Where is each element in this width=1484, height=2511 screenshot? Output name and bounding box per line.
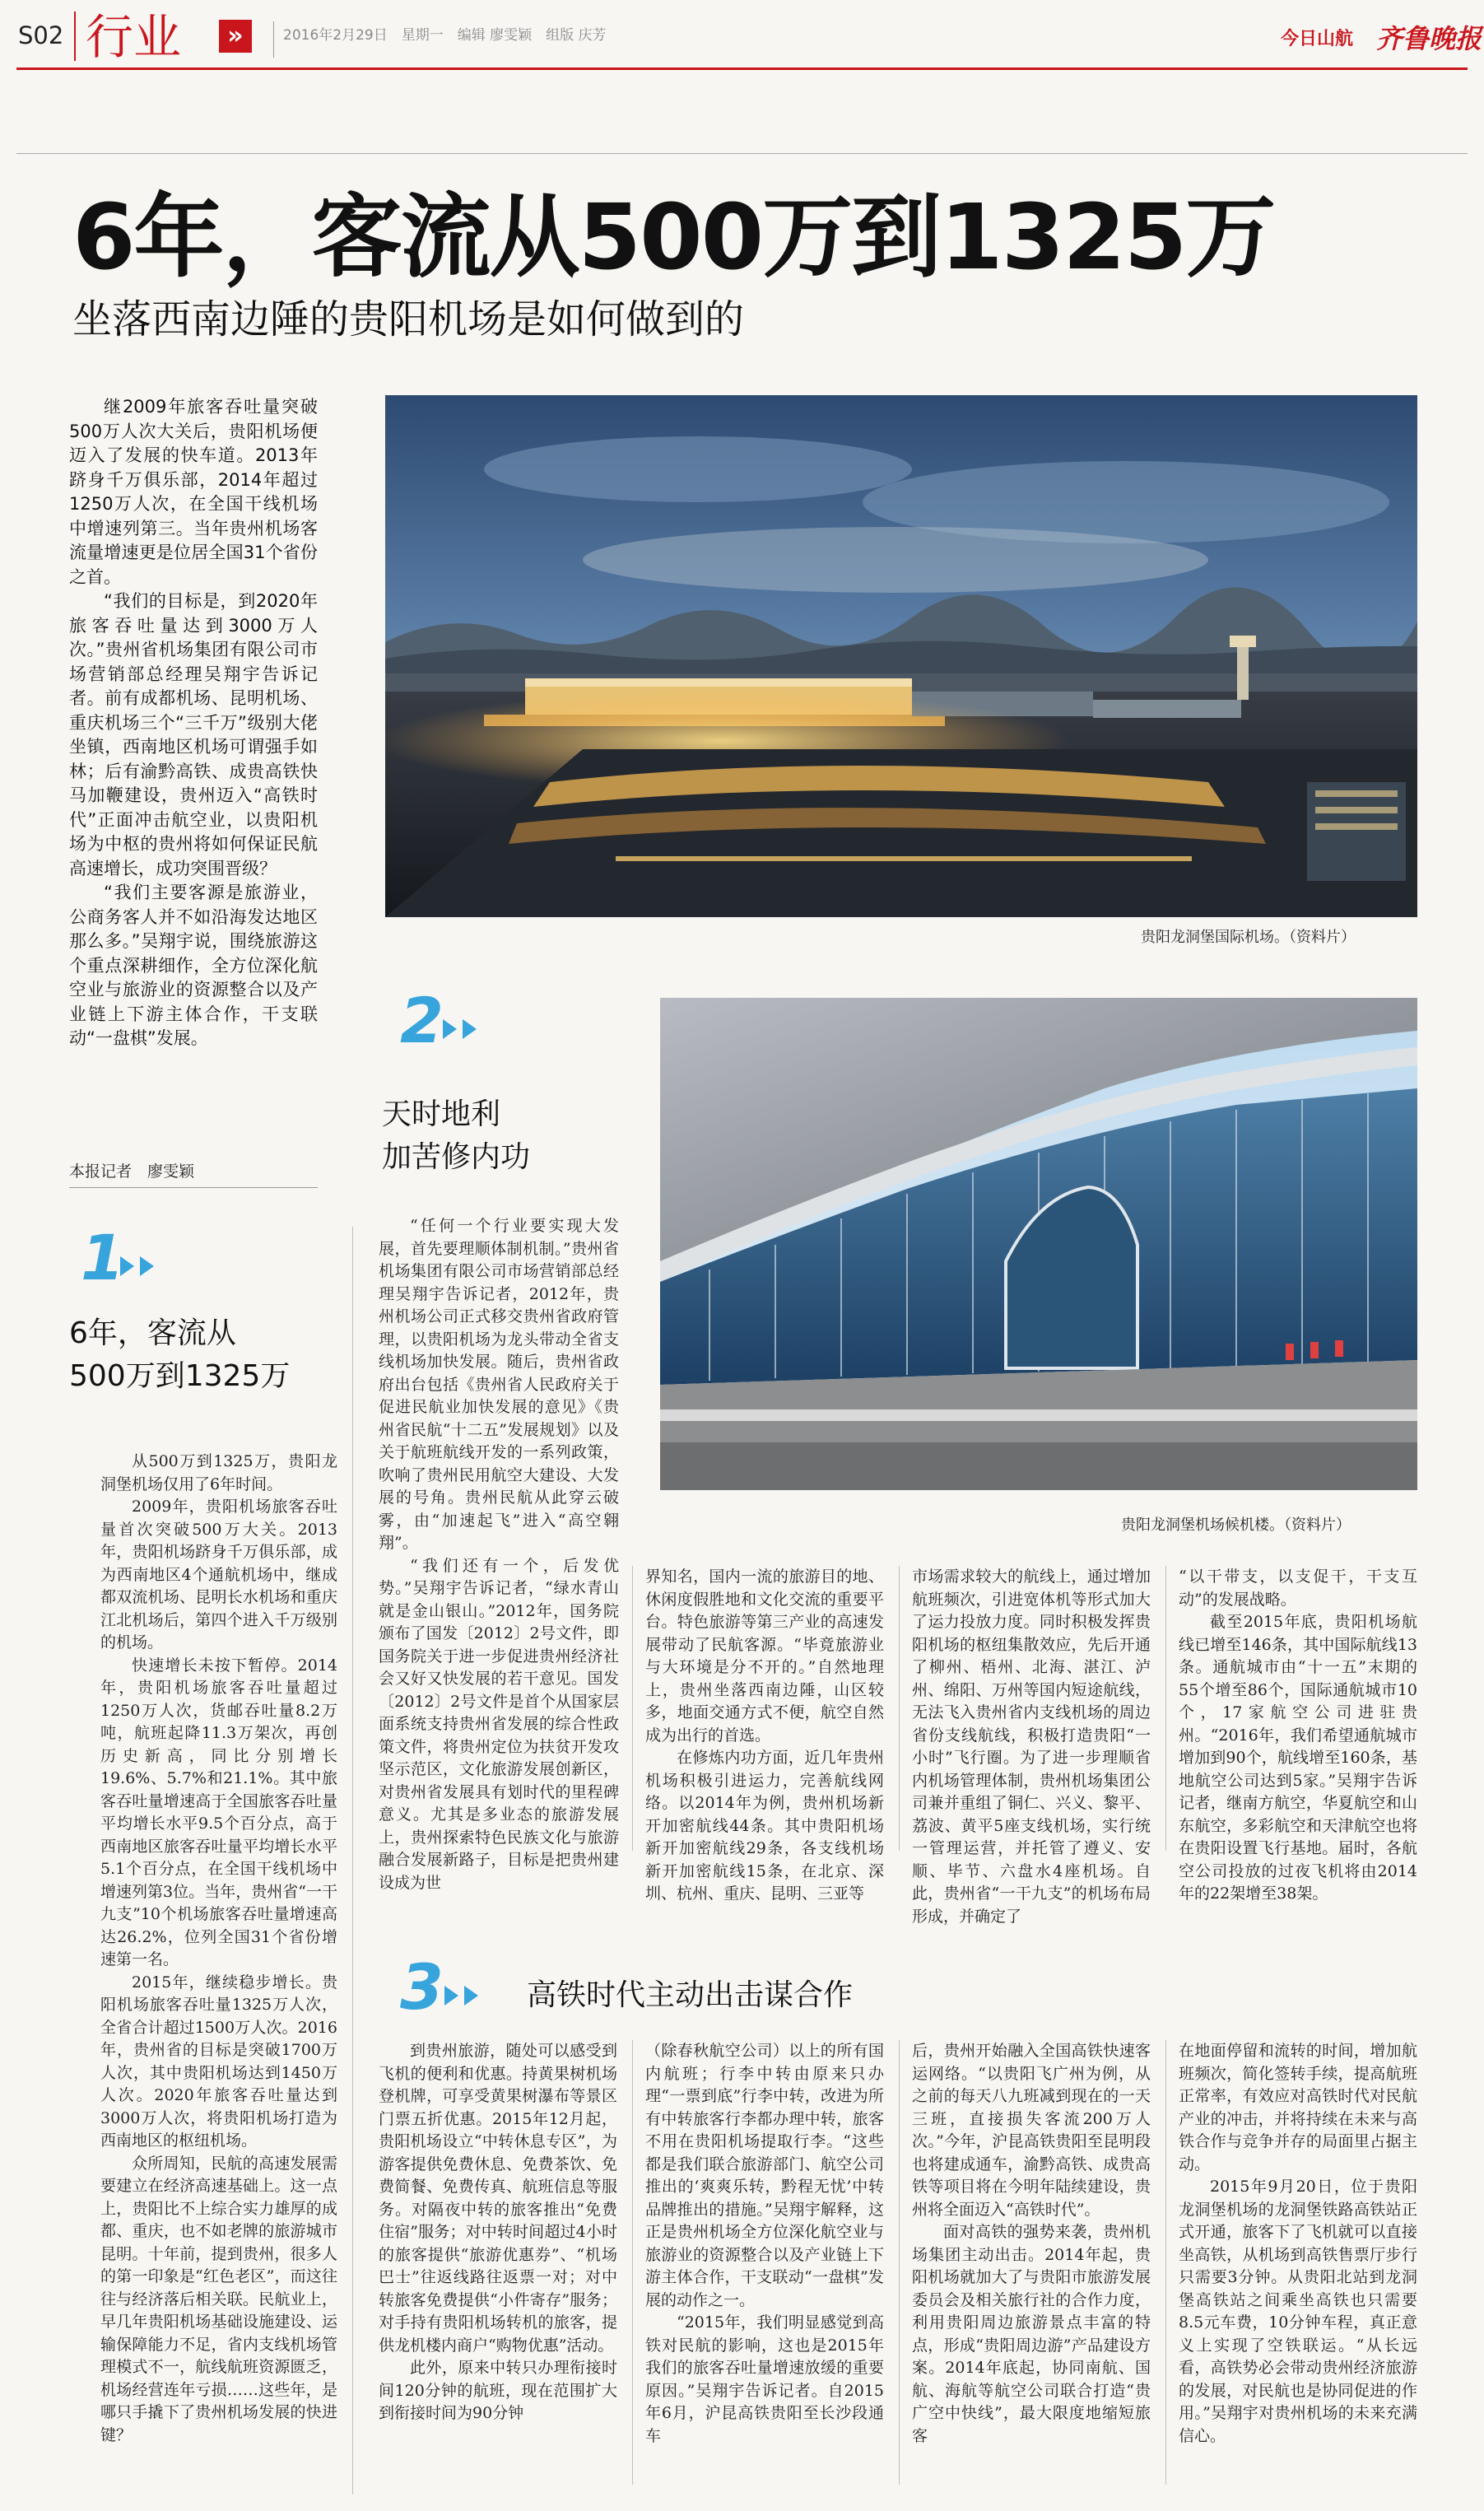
column-rule xyxy=(352,1227,353,2495)
section2-col-c xyxy=(912,1566,1151,1928)
section2-arrow-icon xyxy=(463,1019,477,1039)
reporter-byline: 本报记者 廖雯颖 xyxy=(69,1162,195,1181)
section2-col-a xyxy=(379,1215,619,1894)
terminal-illustration xyxy=(660,998,1417,1490)
lead-article xyxy=(69,395,318,1051)
column-rule xyxy=(632,2040,633,2485)
section3-title: 高铁时代主动出击谋合作 xyxy=(527,1978,854,2012)
photo1-caption: 贵阳龙洞堡国际机场。（资料片） xyxy=(1141,929,1356,946)
section1-paragraph: 众所周知，民航的高速发展需要建立在经济高速基础上。这一点上，贵阳比不上综合实力雄厚的成都、重庆，也不如老牌的旅游城市昆明。十年前，提到贵州，很多人的第一印象是“红色老区”，而这往往与经济落后相关联。民航业上，早几年贵阳机场基础设施建设、运输保障能力不足，省内支线机场管理模式不一，航线航班资源匮乏，机场经营连年亏损……这些年，是哪只手撬下了贵州机场发展的快进键？ xyxy=(100,2154,337,2444)
paper-logo: 齐鲁晚报 xyxy=(1376,23,1482,54)
masthead-divider xyxy=(273,21,274,58)
section-name: 行业 xyxy=(86,9,182,65)
section1-paragraph: 快速增长未按下暂停。2014年，贵阳机场旅客吞吐量超过1250万人次，货邮吞吐量8.2万吨，航班起降11.3万架次，再创历史新高，同比分别增长19.6%、5.7%和21.1%。其中旅客吞吐量增速高于全国旅客吞吐量平均增长水平9.5个百分点，高于西南地区旅客吞吐量平均增长水平5.1个百分点，在全国干线机场中增速列第3位。当年，贵州省“一干九支”10个机场旅客吞吐量增速高达26.2%，位列全国31个省份增速第一名。 xyxy=(100,1656,337,1968)
byline-rule xyxy=(69,1187,318,1188)
section2-number: 2 xyxy=(400,984,444,1057)
column-rule xyxy=(899,2040,900,2485)
column-rule xyxy=(1165,1566,1166,1851)
section3-paragraph: 在地面停留和流转的时间，增加航班频次，简化签转手续，提高航班正常率，有效应对高铁时代对民航产业的冲击，并将持续在未来与高铁合作与竞争并存的局面里占据主动。 xyxy=(1179,2042,1417,2173)
section1-article xyxy=(100,1451,337,2447)
section3-col-a xyxy=(379,2040,617,2425)
section1-number: 1 xyxy=(81,1221,124,1294)
section1-title-line: 6年，客流从 xyxy=(69,1316,236,1350)
photo2-caption: 贵阳龙洞堡机场候机楼。（资料片） xyxy=(1121,1516,1351,1534)
section1-title xyxy=(69,1312,290,1398)
section1-arrow-icon xyxy=(120,1256,134,1276)
section2-title-line: 天时地利 xyxy=(382,1097,501,1131)
header-rule xyxy=(16,153,1468,154)
section3-arrow-icon xyxy=(444,1986,458,2006)
section3-paragraph: （除春秋航空公司）以上的所有国内航班；行李中转由原来只办理“一票到底”行李中转，改进为所有中转旅客行李都办理中转，旅客不用在贵阳机场提取行李。“这些都是我们联合旅游部门、航空公司推出的‘爽爽乐转，黔程无忧’中转品牌推出的措施。”吴翔宇解释，这正是贵州机场全方位深化航空业与旅游业的资源整合以及产业链上下游主体合作，干支联动“一盘棋”发展的动作之一。 xyxy=(645,2042,884,2309)
section3-paragraph: 2015年9月20日，位于贵阳龙洞堡机场的龙洞堡铁路高铁站正式开通，旅客下了飞机就可以直接坐高铁，从机场到高铁售票厅步行只需要3分钟。从贵阳北站到龙洞堡高铁站之间乘坐高铁也只需要8.5元车费，10分钟车程，真正意义上实现了空铁联运。“从长远看，高铁势必会带动贵州经济旅游的发展，对民航也是协同促进的作用。”吴翔宇对贵州机场的未来充满信心。 xyxy=(1179,2178,1417,2445)
masthead xyxy=(0,0,1484,82)
section3-arrow-icon xyxy=(464,1986,478,2006)
section2-arrow-icon xyxy=(443,1019,457,1039)
column-rule xyxy=(632,1566,633,1851)
section2-paragraph: “任何一个行业要实现大发展，首先要理顺体制机制。”贵州省机场集团有限公司市场营销部总经理吴翔宇告诉记者，2012年，贵州机场公司正式移交贵州省政府管理，以贵阳机场为龙头带动全省支线机场加快发展。随后，贵州省政府出台包括《贵州省人民政府关于促进民航业加快发展的意见》《贵州省民航“十二五”发展规划》以及关于航班航线开发的一系列政策，吹响了贵州民用航空大建设、大发展的号角。贵州民航从此穿云破雾，由“加速起飞”进入“高空翱翔”。 xyxy=(379,1217,619,1552)
section2-paragraph: 市场需求较大的航线上，通过增加航班频次，引进宽体机等形式加大了运力投放力度。同时积极发挥贵阳机场的枢纽集散效应，先后开通了柳州、梧州、北海、湛江、泸州、绵阳、万州等国内短途航线，无法飞入贵州省内支线机场的周边省份支线航线，积极打造贵阳“一小时”飞行圈。为了进一步理顺省内机场管理体制，贵州机场集团公司兼并重组了铜仁、兴义、黎平、荔波、黄平5座支线机场，实行统一管理运营，并托管了遵义、安顺、毕节、六盘水4座机场。自此，贵州省“一干九支”的机场布局形成，并确定了 xyxy=(912,1568,1151,1926)
section2-paragraph: 截至2015年底，贵阳机场航线已增至146条，其中国际航线13条。通航城市由“十一五”末期的55个增至86个，国际通航城市10个，17家航空公司进驻贵州。“2016年，我们希望通航城市增加到90个，航线增至160条，基地航空公司达到5家。”吴翔宇告诉记者，继南方航空，华夏航空和山东航空，多彩航空和天津航空也将在贵阳设置飞行基地。届时，各航空公司投放的过夜飞机将由2014年的22架增至38架。 xyxy=(1179,1613,1417,1903)
subheadline: 坐落西南边陲的贵阳机场是如何做到的 xyxy=(72,296,745,342)
section3-paragraph: 此外，原来中转只办理衔接时间120分钟的航班，现在范围扩大到衔接时间为90分钟 xyxy=(379,2359,617,2422)
section2-title-line: 加苦修内功 xyxy=(382,1140,531,1174)
issue-meta: 2016年2月29日 星期一 编辑 廖雯颖 组版 庆芳 xyxy=(283,27,607,44)
section3-paragraph: 后，贵州开始融入全国高铁快速客运网络。“以贵阳飞广州为例，从之前的每天八九班减到现在的一天三班，直接损失客流200万人次。”今年，沪昆高铁贵阳至昆明段也将建成通车，渝黔高铁、成贵高铁等项目将在今明年陆续建设，贵州将全面迈入“高铁时代”。 xyxy=(912,2042,1151,2219)
section2-col-b xyxy=(645,1566,884,1906)
section3-paragraph: 面对高铁的强势来袭，贵州机场集团主动出击。2014年起，贵阳机场就加大了与贵阳市旅游发展委员会及相关旅行社的合作力度，利用贵阳周边旅游景点丰富的特点，形成“贵阳周边游”产品建设方案。2014年底起，协同南航、国航、海航等航空公司联合打造“贵广空中快线”，最大限度地缩短旅客 xyxy=(912,2223,1151,2445)
section3-paragraph: “2015年，我们明显感觉到高铁对民航的影响，这也是2015年我们的旅客吞吐量增速放缓的重要原因。”吴翔宇告诉记者。自2015年6月，沪昆高铁贵阳至长沙段通车 xyxy=(645,2313,884,2445)
section2-title xyxy=(382,1093,530,1179)
section3-col-c xyxy=(912,2040,1151,2448)
terminal-photo xyxy=(660,998,1417,1490)
section3-col-b xyxy=(645,2040,884,2448)
column-rule xyxy=(899,1566,900,1851)
brand-tag: 今日山航 xyxy=(1281,29,1354,49)
section3-col-d xyxy=(1179,2040,1417,2448)
masthead-divider xyxy=(74,12,76,61)
airport-night-photo xyxy=(385,395,1417,917)
page-code: S02 xyxy=(18,21,64,49)
masthead-rule xyxy=(16,68,1468,70)
section1-arrow-icon xyxy=(140,1256,154,1276)
section1-title-line: 500万到1325万 xyxy=(69,1359,291,1393)
section2-paragraph: “我们还有一个，后发优势。”吴翔宇告诉记者，“绿水青山就是金山银山。”2012年，国务院颁布了国发〔2012〕2号文件，即国务院关于进一步促进贵州经济社会又好又快发展的若干意见。国发〔2012〕2号文件是首个从国家层面系统支持贵州省发展的综合性政策文件，将贵州定位为扶贫开发攻坚示范区，文化旅游发展创新区，对贵州省发展具有划时代的里程碑意义。尤其是多业态的旅游发展上，贵州探索特色民族文化与旅游融合发展新路子，目标是把贵州建设成为世 xyxy=(379,1556,619,1892)
section-arrows-icon: » xyxy=(219,20,252,53)
lead-paragraph: “我们的目标是，到2020年旅客吞吐量达到3000万人次。”贵州省机场集团有限公司市场营销部总经理吴翔宇告诉记者。前有成都机场、昆明机场、重庆机场三个“三千万”级别大佬坐镇，西南地区机场可谓强手如林；后有渝黔高铁、成贵高铁快马加鞭建设，贵州迈入“高铁时代”正面冲击航空业，以贵阳机场为中枢的贵州将如何保证民航高速增长，成功突围晋级？ xyxy=(69,591,318,878)
section2-paragraph: 在修炼内功方面，近几年贵州机场积极引进运力，完善航线网络。以2014年为例，贵州机场新开加密航线44条。其中贵阳机场新开加密航线29条，各支线机场新开加密航线15条，在北京、深圳、杭州、重庆、昆明、三亚等 xyxy=(645,1749,884,1903)
section3-paragraph: 到贵州旅游，随处可以感受到飞机的便利和优惠。持黄果树机场登机牌，可享受黄果树瀑布等景区门票五折优惠。2015年12月起，贵阳机场设立“中转休息专区”，为游客提供免费休息、免费茶饮、免费简餐、免费传真、航班信息等服务。对隔夜中转的旅客推出“免费住宿”服务；对中转时间超过4小时的旅客提供“旅游优惠券”、“机场巴士”往返线路往返票一对；对中转旅客免费提供“小件寄存”服务；对手持有贵阳机场转机的旅客，提供龙机楼内商户“购物优惠”活动。 xyxy=(379,2042,617,2355)
lead-paragraph: “我们主要客源是旅游业，公商务客人并不如沿海发达地区那么多。”吴翔宇说，围绕旅游这个重点深耕细作，全方位深化航空业与旅游业的资源整合以及产业链上下游主体合作，干支联动“一盘棋”发展。 xyxy=(69,883,318,1048)
section1-paragraph: 从500万到1325万，贵阳龙洞堡机场仅用了6年时间。 xyxy=(100,1452,337,1493)
airport-night-illustration xyxy=(385,395,1417,917)
column-rule xyxy=(1165,2040,1166,2485)
section2-paragraph: “以干带支，以支促干，干支互动”的发展战略。 xyxy=(1179,1568,1417,1609)
headline: 6年，客流从500万到1325万 xyxy=(72,184,1275,290)
section2-col-d xyxy=(1179,1566,1417,1906)
lead-paragraph: 继2009年旅客吞吐量突破500万人次大关后，贵阳机场便迈入了发展的快车道。2013年跻身千万俱乐部，2014年超过1250万人次，在全国干线机场中增速列第三。当年贵州机场客流量增速更是位居全国31个省份之首。 xyxy=(69,397,318,587)
section3-number: 3 xyxy=(400,1950,444,2024)
section1-paragraph: 2009年，贵阳机场旅客吞吐量首次突破500万大关。2013年，贵阳机场跻身千万俱乐部，成为西南地区4个通航机场中，继成都双流机场、昆明长水机场和重庆江北机场后，第四个进入千万级别的机场。 xyxy=(100,1498,337,1651)
section2-paragraph: 界知名，国内一流的旅游目的地、休闲度假胜地和文化交流的重要平台。特色旅游等第三产业的高速发展带动了民航客源。“毕竟旅游业与大环境是分不开的。”自然地理上，贵州坐落西南边陲，山区较多，地面交通方式不便，航空自然成为出行的首选。 xyxy=(645,1568,884,1745)
section1-paragraph: 2015年，继续稳步增长。贵阳机场旅客吞吐量1325万人次，全省合计超过1500万人次。2016年，贵州省的目标是突破1700万人次，其中贵阳机场达到1450万人次。2020年旅客吞吐量达到3000万人次，将贵阳机场打造为西南地区的枢纽机场。 xyxy=(100,1973,337,2150)
